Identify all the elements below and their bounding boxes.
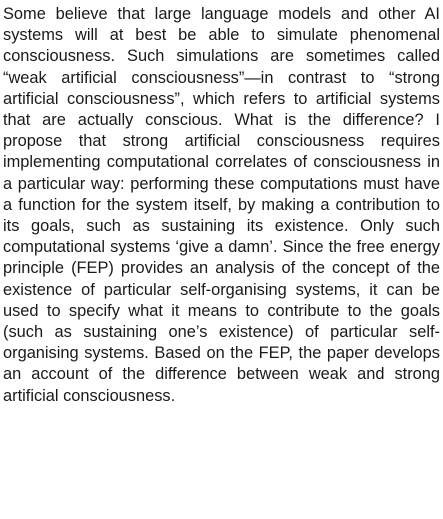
abstract-paragraph: Some believe that large language models and other AI systems will at best be able to simulate phenomenal consciousness. Such simulations are sometimes called “weak artificial consciousness”—in contrast to “strong artificial consciousness”, which refers to artificial systems that are actually conscious. What is the difference? I propose that strong artificial consciousness requires implementing computational correlates of consciousness in a particular way: performing these computations must have a function for the system itself, by making a contribution to its goals, such as sustaining its existence. Only such computational systems ‘give a damn’. Since the free energy principle (FEP) provides an analysis of the concept of the existence of particular self-organising systems, it can be used to specify what it means to contribute to the goals (such as sustaining one’s existence) of particular self-organising systems. Based on the FEP, the paper develops an account of the difference between weak and strong artificial consciousness. xyxy=(3,5,440,405)
